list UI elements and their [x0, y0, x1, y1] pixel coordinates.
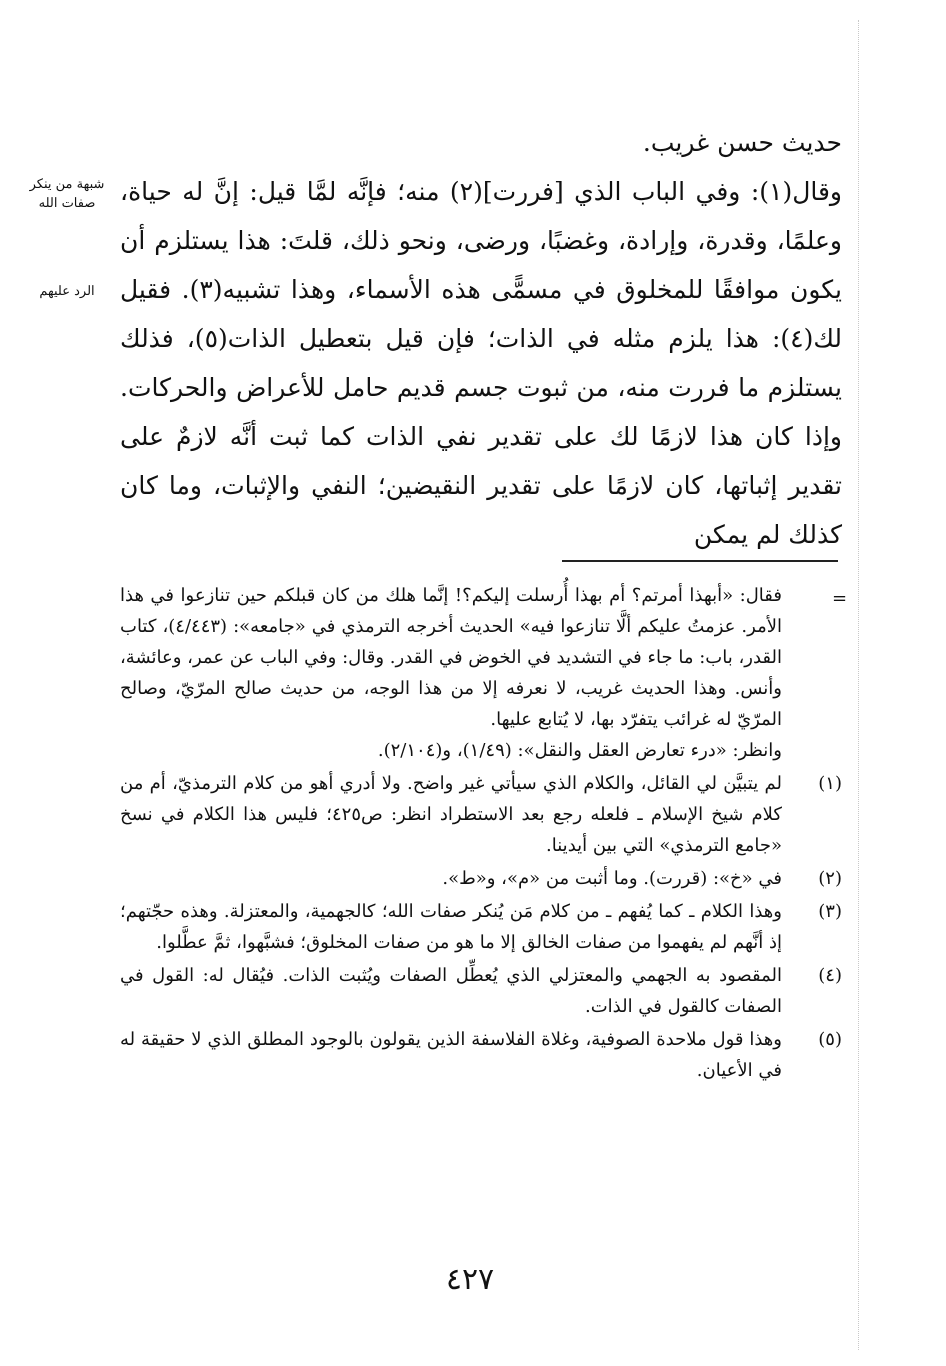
footnote-separator: [562, 560, 838, 562]
page-edge-dots: [858, 20, 859, 1350]
margin-note-1: شبهة من ينكر صفات الله: [29, 177, 105, 211]
margin-note-2: الرد عليهم: [39, 284, 95, 299]
footnote-number: (٥): [818, 1029, 842, 1050]
footnote-continuation: فقال: «أبهذا أمرتم؟ أم بهذا أُرسلت إليكم؟! إنَّما هلك من كان قبلكم حين تنازعوا في هذا الأمر. عزمتُ عليكم ألَّا تنازعوا فيه» الحديث أخرجه الترمذي في «جامعه»: (٤/٤٤٣)، كتاب القدر، باب: ما جاء في التشديد في الخوض في القدر. وقال: وفي الباب عن عمر، وعائشة، وأنس. وهذا الحديث غريب، لا نعرفه إلا من هذا الوجه، من حديث صالح المرّيّ، وصالح المرّيّ له غرائب يتفرّد بها، لا يُتابع عليها.: [120, 585, 782, 730]
footnote-number: (٤): [818, 965, 842, 986]
page-number: ٤٢٧: [445, 1262, 495, 1297]
footnote-number: (٢): [818, 868, 842, 889]
continuation-mark: =: [832, 588, 848, 609]
main-text: [120, 118, 842, 559]
footnotes: [120, 580, 842, 1086]
footnote-text: وهذا الكلام ـ كما يُفهم ـ من كلام مَن يُنكر صفات الله؛ كالجهمية، والمعتزلة. وهذه حجّتهم؛ إذ أنَّهم لم يفهموا من صفات الخالق إلا ما هو من صفات المخلوق؛ فشبَّهوا، ثمَّ عطَّلوا.: [120, 901, 782, 953]
footnote-1: [120, 768, 842, 861]
footnote-text: في «خ»: (قررت). وما أثبت من «م»، و«ط».: [442, 868, 782, 889]
footnote-text: وهذا قول ملاحدة الصوفية، وغلاة الفلاسفة الذين يقولون بالوجود المطلق الذي لا حقيقة له في الأعيان.: [120, 1029, 782, 1081]
footnote-2: [120, 863, 842, 894]
footnote-text: لم يتبيَّن لي القائل، والكلام الذي سيأتي غير واضح. ولا أدري أهو من كلام الترمذيّ، أم من كلام شيخ الإسلام ـ فلعله رجع بعد الاستطراد انظر: ص٤٢٥؛ فليس هذا الكلام في نسخ «جامع الترمذي» التي بين أيدينا.: [120, 773, 782, 856]
main-line-1: حديث حسن غريب.: [642, 128, 842, 157]
footnote-3: [120, 896, 842, 958]
main-paragraph: وقال(١): وفي الباب الذي [فررت](٢) منه؛ فإنَّه لمَّا قيل: إنَّ له حياة، وعلمًا، وقدرة، وإرادة، وغضبًا، ورضى، ونحو ذلك، قلتَ: هذا يستلزم أن يكون موافقًا للمخلوق في مسمًّى هذه الأسماء، وهذا تشبيه(٣). فقيل لك(٤): هذا يلزم مثله في الذات؛ فإن قيل بتعطيل الذات(٥)، فذلك يستلزم ما فررت منه، من ثبوت جسم قديم حامل للأعراض والحركات. وإذا كان هذا لازمًا لك على تقدير نفي الذات كما ثبت أنَّه لازمٌ على تقدير إثباتها، كان لازمًا على تقدير النقيضين؛ النفي والإثبات، وما كان كذلك لم يمكن: [120, 177, 843, 549]
footnote-text: المقصود به الجهمي والمعتزلي الذي يُعطِّل الصفات ويُثبت الذات. فيُقال له: القول في الصفات كالقول في الذات.: [120, 965, 782, 1017]
footnote-number: (١): [818, 773, 842, 794]
footnote-4: [120, 960, 842, 1022]
footnote-5: [120, 1024, 842, 1086]
footnote-number: (٣): [818, 901, 842, 922]
footnote-continuation-end: وانظر: «درء تعارض العقل والنقل»: (١/٤٩)، و(٢/١٠٤).: [377, 740, 782, 761]
